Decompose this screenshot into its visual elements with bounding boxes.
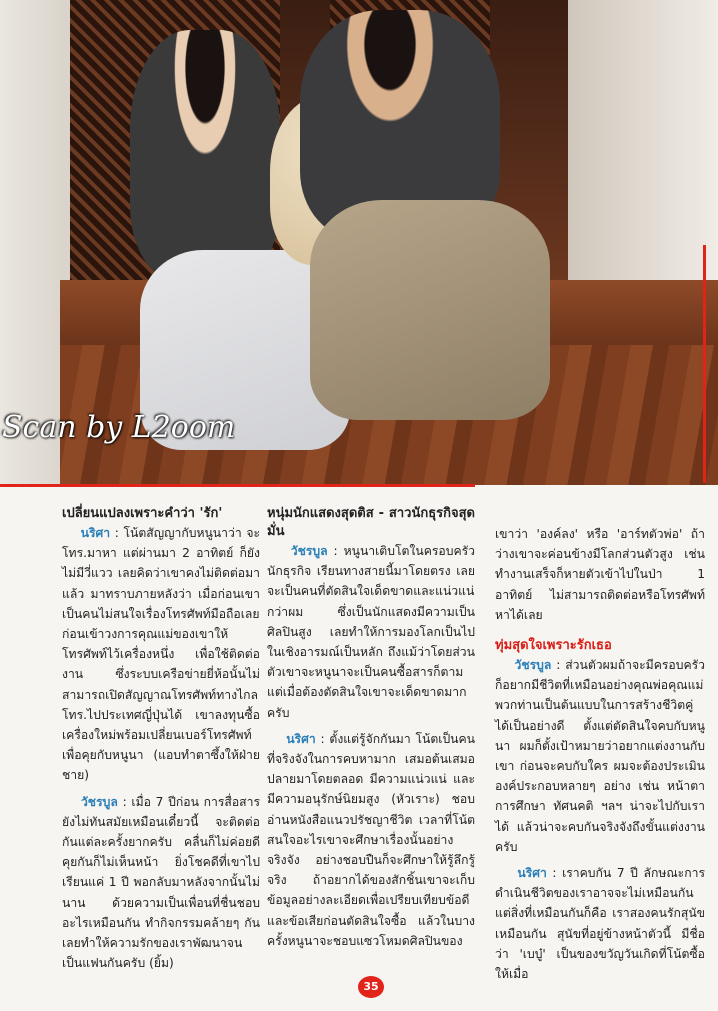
- red-frame-right: [703, 245, 706, 483]
- col1-paragraph-1: [62, 523, 260, 786]
- col2-p2-speaker: นริศา: [286, 731, 316, 746]
- column-3: [495, 524, 705, 984]
- col3-p2-text: : เราคบกัน 7 ปี ลักษณะการดำเนินชีวิตของเราอาจจะไม่เหมือนกัน แต่สิ่งที่เหมือนกันก็คือ เราสองคนรักสุนัขเหมือนกัน สุนัขที่อยู่ข้างหน้าตัวนี้ มีชื่อว่า 'เบบู๋' เป็นของขวัญวันเกิดที่โน้ตซื้อให้เมื่อ: [495, 866, 705, 982]
- col2-paragraph-2: [267, 729, 475, 951]
- col1-heading: เปลี่ยนแปลงเพราะคำว่า 'รัก': [62, 506, 223, 521]
- page-number: 35: [358, 976, 384, 998]
- red-frame-bottom: [0, 484, 475, 487]
- col1-p2-text: : เมื่อ 7 ปีก่อน การสื่อสารยังไม่ทันสมัยเหมือนเดี๋ยวนี้ จะติดต่อกันแต่ละครั้งยากครับ คลื่นก็ไม่ค่อยดี คุยกันก็ไม่เห็นหน้า ยิ่งโชคดีที่เขาไปเรียนแค่ 1 ปี พอกลับมาหลังจากนั้นไม่นาน ด้วยความเป็นเพื่อนที่ชื่นชอบอะไรเหมือนกัน ทำกิจกรรมคล้ายๆ กัน เลยทำให้ความรักของเราพัฒนาจนเป็นแฟนกันครับ (ยิ้ม): [62, 794, 261, 971]
- col3-heading: ทุ่มสุดใจเพราะรักเธอ: [495, 638, 612, 654]
- col3-p1-speaker: วัชรบูล: [514, 658, 552, 673]
- cover-photo: [0, 0, 718, 485]
- col2-p1-text: : หนูนาเติบโตในครอบครัวนักธุรกิจ เรียนทางสายนี้มาโดยตรง เลยจะเป็นคนที่ตัดสินใจเด็ดขาดและแน่วแน่กว่าผม ซึ่งเป็นนักแสดงมีความเป็นศิลปินสูง เลยทำให้การมองโลกเป็นไปในเชิงอารมณ์เป็นหลัก ถึงแม้ว่าโดยส่วนตัวเขาจะหนูนาจะเป็นคนซื้อสารก็ตาม แต่เมื่อต้องตัดสินใจเขาจะเด็ดขาดมากครับ: [267, 544, 475, 720]
- col1-p1-speaker: นริศา: [80, 526, 111, 540]
- col1-p2-speaker: วัชรบูล: [80, 794, 118, 809]
- col2-p1-speaker: วัชรบูล: [290, 544, 328, 558]
- man-legs: [310, 200, 550, 420]
- col3-p2-speaker: นริศา: [517, 866, 547, 881]
- column-2: [267, 505, 475, 951]
- col3-paragraph-0: เขาว่า 'องค์ลง' หรือ 'อาร์ทตัวพ่อ' ถ้าว่างเขาจะค่อนข้างมีโลกส่วนตัวสูง เช่น ทำงานเสร็จก็หายตัวเข้าไปในป่า 1 อาทิตย์ ไม่สามารถติดต่อหรือโทรศัพท์หาได้เลย: [495, 527, 705, 622]
- photo-wall-right: [568, 0, 718, 300]
- col1-paragraph-2: [62, 792, 260, 974]
- scan-watermark: Scan by L2oom: [2, 410, 236, 445]
- col3-p1-text: : ส่วนตัวผมถ้าจะมีครอบครัวก็อยากมีชีวิตที่เหมือนอย่างคุณพ่อคุณแม่ พวกท่านเป็นต้นแบบในการสร้างชีวิตคู่ได้เป็นอย่างดี ตั้งแต่ตัดสินใจคบกับหนูนา ผมก็ตั้งเป้าหมายว่าอยากแต่งงานกับเขา ก่อนจะคบกับใคร ผมจะต้องประเมินองค์ประกอบหลายๆ อย่าง เช่น หน้าตา การศึกษา ทัศนคติ ฯลฯ น่าจะไปกับเราได้ แล้วน่าจะคบกันจริงจังถึงขั้นแต่งงานครับ: [495, 658, 705, 854]
- col2-paragraph-1: [267, 541, 475, 723]
- col3-paragraph-2: [495, 863, 705, 984]
- col3-paragraph-1: [495, 655, 705, 857]
- col2-heading: หนุ่มนักแสดงสุดติส - สาวนักธุรกิจสุดมั่น: [267, 506, 475, 539]
- col1-p1-text: : โน้ตสัญญากับหนูนาว่า จะโทร.มาหา แต่ผ่านมา 2 อาทิตย์ ก็ยังไม่มีวี่แวว เลยคิดว่าเขาคงไม่ติดต่อมาแล้ว มาทราบภายหลังว่า เมื่อก่อนเขาเป็นคนไม่สนใจเรื่องโทรศัพท์มือถือเลย ก่อนเข้าวงการคุณแม่ของเขาให้โทรศัพท์ไว้เครื่องหนึ่ง เพื่อใช้ติดต่องาน ซึ่งระบบเครือข่ายยี่ห้อนั้นไม่สามารถเปิดสัญญาณโทรศัพท์ทางไกลโทร.ไปประเทศญี่ปุ่นได้ เขาลงทุนซื้อเครื่องใหม่พร้อมเปลี่ยนเบอร์โทรศัพท์ เพื่อคุยกับหนูนา (แอบทำตาซึ้งให้ฝ่ายชาย): [62, 526, 261, 783]
- column-1: [62, 505, 260, 973]
- col2-p2-text: : ตั้งแต่รู้จักกันมา โน้ตเป็นคนที่จริงจังในการคบหามาก เสมอต้นเสมอปลายมาโดยตลอด มีความแน่วแน่ และมีความอนุรักษ์นิยมสูง (หัวเราะ) ชอบอ่านหนังสือแนวปรัชญาชีวิต เวลาที่โน้ตสนใจอะไรเขาจะศึกษาเรื่องนั้นอย่างจริงจัง อย่างชอบปืนก็จะศึกษาให้รู้ลึกรู้จริง ถ้าอยากได้ของสักชิ้นเขาจะเก็บข้อมูลอย่างละเอียดเพื่อเปรียบเทียบข้อดีและข้อเสียก่อนตัดสินใจซื้อ แล้วในบางครั้งหนูนาจะชอบแซวโหมดศิลปินของ: [267, 731, 476, 948]
- woman-figure: [130, 30, 280, 280]
